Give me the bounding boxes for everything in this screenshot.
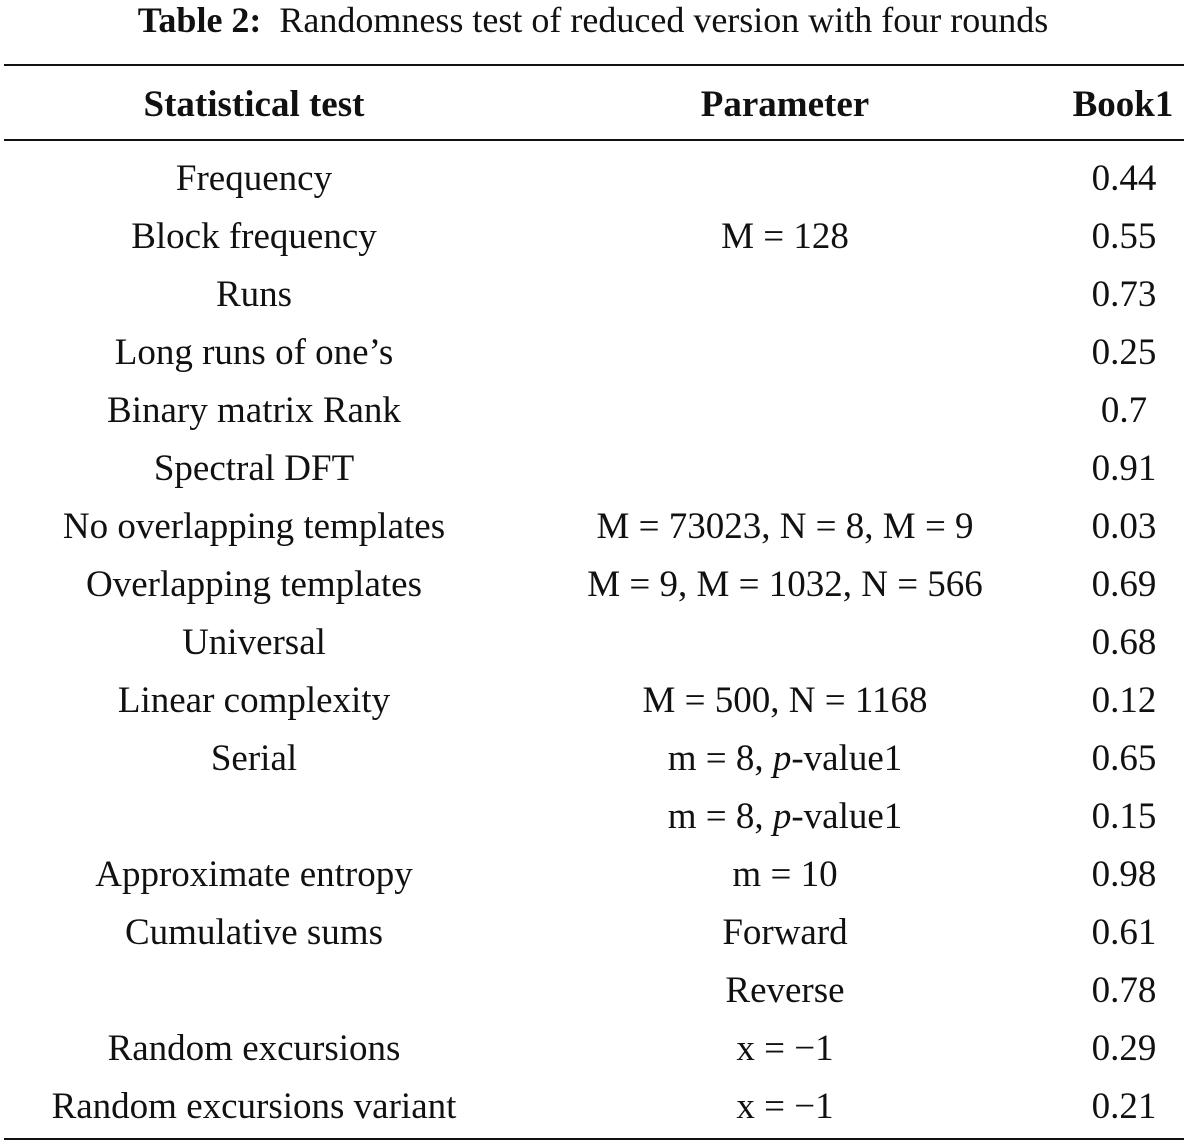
parameter-text: Reverse (725, 970, 845, 1011)
cell-statistical-test: Frequency (175, 158, 333, 199)
cell-parameter (530, 788, 1040, 846)
cell-statistical-test: Runs (215, 274, 293, 315)
header-book1: Book1 (1072, 84, 1174, 125)
header-statistical-test: Statistical test (143, 84, 365, 125)
cell-book1-value: 0.03 (1091, 506, 1157, 547)
table-row (0, 324, 1186, 382)
cell-statistical-test: Overlapping templates (86, 564, 422, 605)
parameter-text: Forward (722, 912, 848, 953)
parameter-text: m = 8, (667, 738, 773, 779)
table-caption (0, 0, 1186, 42)
cell-book1-value: 0.73 (1091, 274, 1157, 315)
cell-book1-value: 0.61 (1091, 912, 1157, 953)
parameter-text: M = 500, N = 1168 (642, 680, 928, 721)
cell-statistical-test: No overlapping templates (62, 506, 446, 547)
header-parameter: Parameter (700, 84, 870, 125)
table-top-rule (4, 64, 1184, 66)
table-header-row (0, 76, 1186, 134)
table-row (0, 614, 1186, 672)
cell-statistical-test: Spectral DFT (153, 448, 355, 489)
parameter-suffix: -value1 (791, 796, 903, 837)
cell-statistical-test: Universal (182, 622, 326, 663)
parameter-italic-symbol: p (772, 738, 792, 779)
parameter-text: m = 8, (667, 796, 773, 837)
cell-book1-value: 0.68 (1091, 622, 1157, 663)
cell-parameter (530, 730, 1040, 788)
cell-statistical-test: Serial (210, 738, 298, 779)
table-row (0, 788, 1186, 846)
cell-book1-value: 0.91 (1091, 448, 1157, 489)
table-row (0, 1020, 1186, 1078)
cell-statistical-test: Binary matrix Rank (107, 390, 401, 431)
cell-parameter (530, 498, 1040, 556)
table-row (0, 382, 1186, 440)
table-row (0, 846, 1186, 904)
table-row (0, 730, 1186, 788)
cell-parameter (530, 556, 1040, 614)
parameter-text: x = −1 (736, 1028, 834, 1069)
table-row (0, 498, 1186, 556)
table-row (0, 556, 1186, 614)
cell-parameter (530, 208, 1040, 266)
table-caption-text: Randomness test of reduced version with four rounds (279, 0, 1049, 40)
cell-book1-value: 0.69 (1091, 564, 1157, 605)
table-body (0, 150, 1186, 1136)
table-row (0, 904, 1186, 962)
cell-book1-value: 0.25 (1091, 332, 1157, 373)
table-row (0, 440, 1186, 498)
parameter-italic-symbol: p (772, 796, 792, 837)
parameter-text: x = −1 (736, 1086, 834, 1127)
cell-book1-value: 0.78 (1091, 970, 1157, 1011)
table-row (0, 208, 1186, 266)
parameter-text: M = 9, M = 1032, N = 566 (587, 564, 983, 605)
cell-parameter (530, 1020, 1040, 1078)
cell-book1-value: 0.44 (1091, 158, 1157, 199)
cell-book1-value: 0.55 (1091, 216, 1157, 257)
parameter-text: M = 128 (721, 216, 849, 257)
table-caption-label: Table 2: (137, 0, 262, 40)
cell-statistical-test: Block frequency (131, 216, 377, 257)
table-row (0, 962, 1186, 1020)
parameter-text: M = 73023, N = 8, M = 9 (596, 506, 974, 547)
cell-statistical-test: Linear complexity (117, 680, 391, 721)
parameter-suffix: -value1 (791, 738, 903, 779)
table-row (0, 672, 1186, 730)
cell-book1-value: 0.21 (1091, 1086, 1157, 1127)
table-bottom-rule (4, 1138, 1184, 1140)
cell-parameter (530, 962, 1040, 1020)
cell-book1-value: 0.98 (1091, 854, 1157, 895)
table-header-rule (4, 139, 1184, 141)
table-row (0, 150, 1186, 208)
cell-parameter (530, 1078, 1040, 1136)
table-row (0, 266, 1186, 324)
cell-parameter (530, 904, 1040, 962)
cell-statistical-test: Random excursions variant (51, 1086, 457, 1127)
parameter-text: m = 10 (732, 854, 838, 895)
cell-book1-value: 0.7 (1100, 390, 1148, 431)
cell-parameter (530, 672, 1040, 730)
cell-statistical-test: Random excursions (107, 1028, 401, 1069)
table-row (0, 1078, 1186, 1136)
cell-statistical-test: Long runs of one’s (114, 332, 394, 373)
cell-statistical-test: Approximate entropy (95, 854, 413, 895)
cell-statistical-test: Cumulative sums (125, 912, 383, 953)
cell-book1-value: 0.29 (1091, 1028, 1157, 1069)
cell-book1-value: 0.15 (1091, 796, 1157, 837)
cell-book1-value: 0.65 (1091, 738, 1157, 779)
cell-parameter (530, 846, 1040, 904)
cell-book1-value: 0.12 (1091, 680, 1157, 721)
